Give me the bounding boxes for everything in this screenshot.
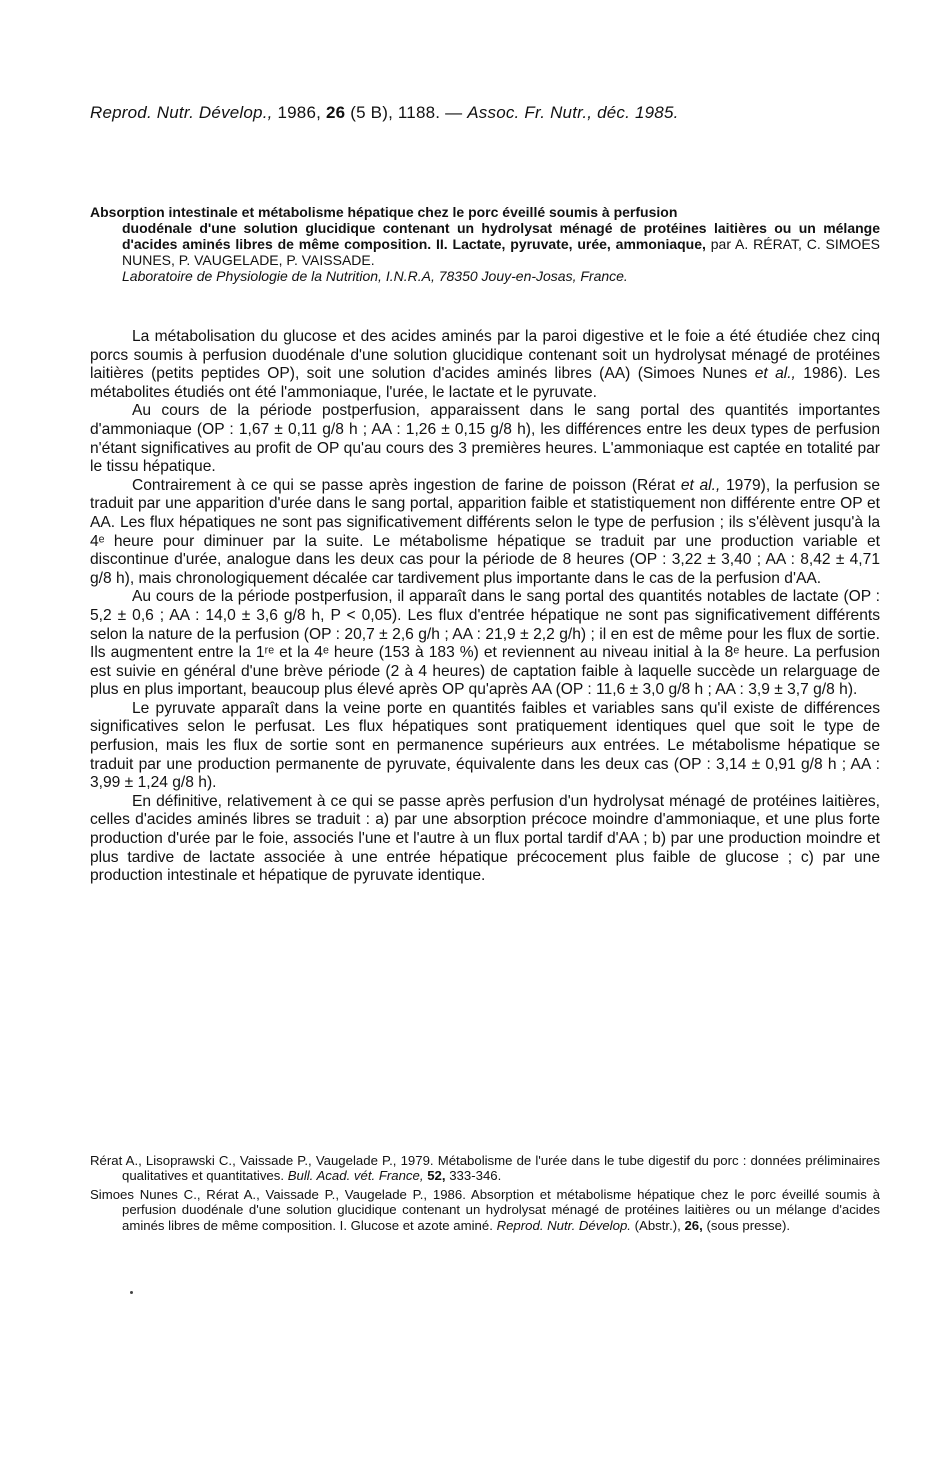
journal-volume: 26 bbox=[325, 103, 346, 122]
article-title-line1: Absorption intestinale et métabolisme hépatique chez le porc éveillé soumis à perfusion bbox=[90, 204, 678, 220]
reference-text: Rérat A., Lisoprawski C., Vaissade P., Vaugelade P., 1979. Métabolisme de l'urée dans le tube digestif du porc : données préliminaires qualitatives et quantitatives. bbox=[90, 1153, 880, 1184]
body-text: 1979), la perfusion se traduit par une apparition d'urée dans le sang portal, apparition faible et statistiquement non différente entre OP et AA. Les flux hépatiques ne sont pas significativement différents selon le type de perfusion ; ils s'élèvent jusqu'à la 4ᵉ heure pour diminuer par la suite. Le métabolisme hépatique se traduit par une production variable et discontinue d'urée, analogue dans les deux cas pour la période de 8 heures (OP : 3,22 ± 3,40 ; AA : 8,42 ± 4,71 g/8 h), mais chronologiquement décalée car tardivement plus importante dans le cas de la perfusion d'AA. bbox=[90, 476, 880, 587]
body-paragraph-6: En définitive, relativement à ce qui se passe après perfusion d'un hydrolysat ménagé de protéines laitières, celles d'acides aminés libres se traduit : a) par une absorption précoce moindre d'ammoniaque, et une plus forte production d'urée par le foie, associés l'une et l'autre à un flux portal tardif d'AA ; b) par une production moindre et plus tardive de lactate associée à une entrée hépatique précocement plus faible de glucose ; c) par une production intestinale et hépatique de pyruvate identique. bbox=[90, 792, 880, 885]
reference-volume: 52, bbox=[427, 1168, 446, 1184]
body-paragraph-2: Au cours de la période postperfusion, apparaissent dans le sang portal des quantités importantes d'ammoniaque (OP : 1,67 ± 0,11 g/8 h ; AA : 1,26 ± 0,15 g/8 h), les différences entre les deux types de perfusion n'étant significatives au profit de OP qu'au cours des 3 premières heures. L'ammoniaque est captée en totalité par le tissu hépatique. bbox=[90, 402, 880, 476]
journal-year: 1986, bbox=[277, 103, 322, 122]
references bbox=[90, 1153, 880, 1236]
reference-pages: (sous presse). bbox=[706, 1217, 791, 1233]
body-paragraph-5: Le pyruvate apparaît dans la veine porte en quantités faibles et variables sans qu'il existe de différences significatives selon le perfusat. Les flux hépatiques sont pratiquement identiques quel que soit le type de perfusion, mais les flux de sortie sont en permanence supérieurs aux entrées. Le métabolisme hépatique se traduit par une production permanente de pyruvate, équivalente dans les deux cas (OP : 3,14 ± 0,91 g/8 h ; AA : 3,99 ± 1,24 g/8 h). bbox=[90, 699, 880, 792]
article-title-continued bbox=[90, 220, 880, 284]
body-paragraph-4: Au cours de la période postperfusion, il apparaît dans le sang portal des quantités notables de lactate (OP : 5,2 ± 0,6 ; AA : 14,0 ± 3,6 g/8 h, P < 0,05). Les flux d'entrée hépatique ne sont pas significativement différents selon la nature de la perfusion (OP : 20,7 ± 2,6 g/h ; AA : 21,9 ± 2,2 g/h) ; il en est de même pour les flux de sortie. Ils augmentent entre la 1ʳᵉ et la 4ᵉ heure (153 à 183 %) et reviennent au niveau initial à la 8ᵉ heure. La perfusion est suivie en général d'une brève période (2 à 4 heures) de captation faible à laquelle succède un relarguage de plus en plus important, beaucoup plus élevé après OP qu'après AA (OP : 11,6 ± 3,0 g/8 h ; AA : 3,9 ± 3,7 g/8 h). bbox=[90, 588, 880, 699]
reference-note: (Abstr.), bbox=[634, 1217, 681, 1233]
association-note: Assoc. Fr. Nutr., déc. 1985. bbox=[467, 103, 679, 122]
reference-text: Simoes Nunes C., Rérat A., Vaissade P., Vaugelade P., 1986. Absorption et métabolisme hépatique chez le porc éveillé soumis à perfusion duodénale d'une solution glucidique contenant un hydrolysat ménagé de protéines laitières ou un mélange d'acides aminés libres de même composition. I. Glucose et azote aminé. bbox=[90, 1186, 880, 1233]
reference-journal: Reprod. Nutr. Dévelop. bbox=[496, 1217, 631, 1233]
body-text: Contrairement à ce qui se passe après ingestion de farine de poisson (Rérat bbox=[132, 476, 681, 494]
article-title-block bbox=[90, 204, 880, 284]
reference-volume: 26, bbox=[684, 1217, 703, 1233]
body-text: La métabolisation du glucose et des acides aminés par la paroi digestive et le foie a été étudiée chez cinq porcs soumis à perfusion duodénale d'une solution glucidique contenant soit un hydrolysat ménagé de protéines laitières (petits peptides OP), soit une solution d'acides aminés libres (AA) (Simoes Nunes bbox=[90, 328, 880, 383]
journal-header bbox=[90, 103, 870, 123]
reference-item bbox=[90, 1187, 880, 1233]
body-paragraph-3 bbox=[90, 477, 880, 589]
reference-item bbox=[90, 1153, 880, 1184]
body-text: 1986). Les métabolites étudiés ont été l'ammoniaque, l'urée, le lactate et le pyruvate. bbox=[90, 365, 880, 401]
journal-name: Reprod. Nutr. Dévelop., bbox=[90, 103, 273, 122]
reference-pages: 333-346. bbox=[449, 1168, 502, 1184]
citation-etal: et al., bbox=[680, 476, 721, 494]
article-affiliation: Laboratoire de Physiologie de la Nutrition, I.N.R.A, 78350 Jouy-en-Josas, France. bbox=[122, 268, 628, 284]
article-body bbox=[90, 328, 880, 886]
citation-etal: et al., bbox=[754, 365, 796, 383]
stray-dot bbox=[130, 1291, 133, 1294]
reference-journal: Bull. Acad. vét. France, bbox=[287, 1168, 424, 1184]
article-authors: par A. RÉRAT, C. SIMOES NUNES, P. VAUGELADE, P. VAISSADE. bbox=[122, 236, 880, 268]
journal-issue-page: (5 B), 1188. — bbox=[350, 103, 463, 122]
article-title-rest: duodénale d'une solution glucidique contenant un hydrolysat ménagé de protéines laitières ou un mélange d'acides aminés libres de même composition. II. Lactate, pyruvate, urée, ammoniaque, bbox=[122, 220, 880, 252]
body-paragraph-1 bbox=[90, 328, 880, 402]
